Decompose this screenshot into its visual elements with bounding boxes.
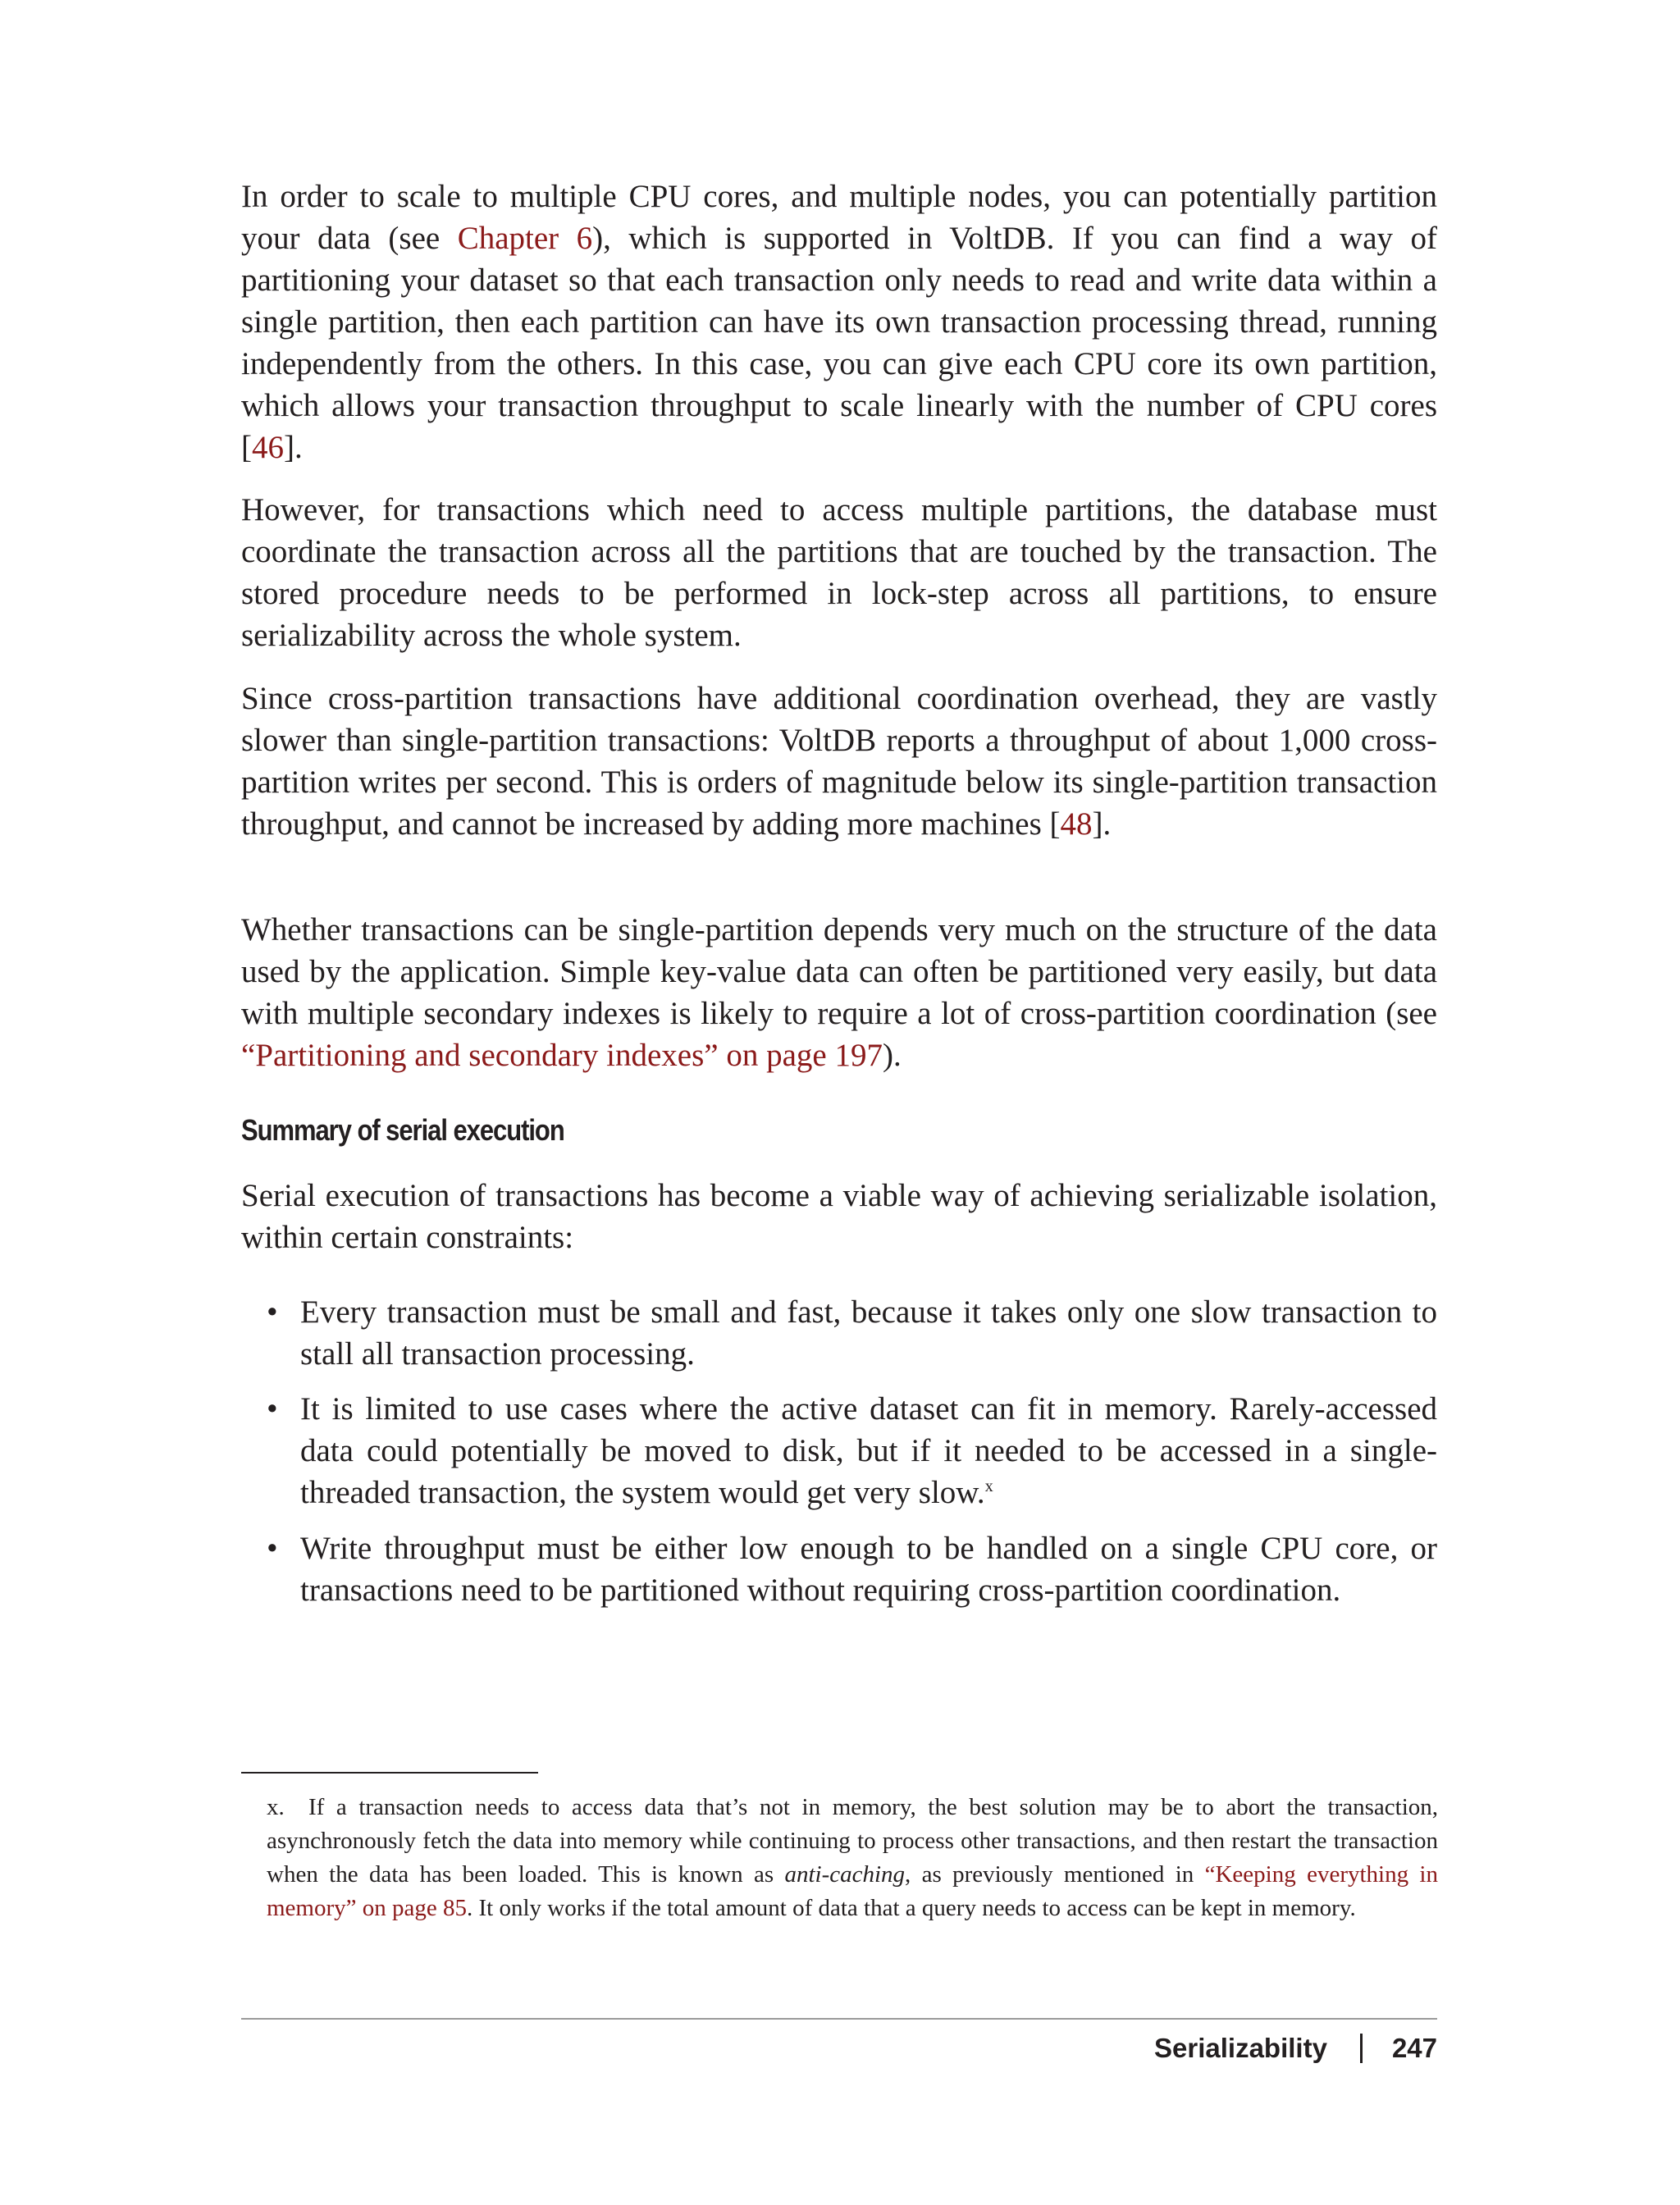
list-item-text: Every transaction must be small and fast, because it takes only one slow transaction to stall all transaction processing. bbox=[300, 1294, 1437, 1372]
bullet-icon: • bbox=[267, 1294, 278, 1330]
footnote-label: x. bbox=[267, 1794, 285, 1820]
partitioning-section-link[interactable]: “Partitioning and secondary indexes” on page 197 bbox=[241, 1038, 883, 1073]
list-item-segment: It is limited to use cases where the active dataset can fit in memory. Rarely-accessed data could potentially be moved to disk, but if it needed to be accessed in a single-threaded transaction, the system would get very slow. bbox=[300, 1391, 1437, 1510]
paragraph-segment: In order to scale to multiple CPU cores, and multiple nodes, you can potentially partition your data (see bbox=[241, 179, 1437, 256]
footnote-term: anti-caching bbox=[784, 1861, 906, 1888]
footnote-segment: If a transaction needs to access data that’s not in memory, the best solution may be to abort the transaction, asynchronously fetch the data into memory while continuing to process other transactions, and then restart the transaction when the data has been loaded. This is known as bbox=[267, 1794, 1439, 1888]
paragraph-text bbox=[241, 678, 1437, 845]
section-intro bbox=[241, 1175, 1437, 1258]
paragraph-segment: ]. bbox=[1092, 806, 1112, 842]
section-heading: Summary of serial execution bbox=[241, 1113, 564, 1147]
list-item-text bbox=[300, 1388, 1437, 1513]
page-footer bbox=[1154, 2028, 1437, 2069]
footnote-marker[interactable]: x bbox=[984, 1477, 993, 1495]
paragraph-segment: ). bbox=[882, 1038, 902, 1073]
paragraph-multi-partition bbox=[241, 489, 1437, 656]
footnote bbox=[267, 1791, 1438, 1925]
paragraph-segment: Since cross-partition transactions have additional coordination overhead, they are vastly slower than single-partition transactions: VoltDB reports a throughput of about 1,000 cross-partition writes per second. This is orders of magnitude below its single-partition transaction throughput, and cannot be increased by adding more machines [ bbox=[241, 681, 1437, 842]
paragraph-text bbox=[241, 176, 1437, 468]
reference-46-link[interactable]: 46 bbox=[252, 430, 284, 465]
bullet-icon: • bbox=[267, 1391, 278, 1427]
footer-divider bbox=[241, 2018, 1437, 2020]
page-number: 247 bbox=[1391, 2033, 1437, 2063]
footer-separator bbox=[1360, 2034, 1363, 2063]
paragraph-segment: ), which is supported in VoltDB. If you can find a way of partitioning your dataset so that each transaction only needs to read and write data within a single partition, then each partition can have its own transaction processing thread, running independently from the others. In this case, you can give each CPU core its own partition, which allows your transaction throughput to scale linearly with the number of CPU cores [ bbox=[241, 221, 1437, 465]
paragraph-single-partition bbox=[241, 909, 1437, 1076]
reference-48-link[interactable]: 48 bbox=[1060, 806, 1093, 842]
paragraph-cross-partition bbox=[241, 678, 1437, 845]
paragraph-segment: ]. bbox=[284, 430, 303, 465]
list-item-text: Write throughput must be either low enough to be handled on a single CPU core, or transactions need to be partitioned without requiring cross-partition coordination. bbox=[300, 1531, 1437, 1608]
chapter-6-link[interactable]: Chapter 6 bbox=[457, 221, 593, 256]
paragraph-text bbox=[241, 909, 1437, 1076]
paragraph-segment: Whether transactions can be single-partition depends very much on the structure of the data used by the application. Simple key-value data can often be partitioned very easily, but data with multiple secondary indexes is likely to require a lot of cross-partition coordination (see bbox=[241, 912, 1437, 1031]
paragraph-text: However, for transactions which need to access multiple partitions, the database must coordinate the transaction across all the partitions that are touched by the transaction. The stored procedure needs to be performed in lock-step across all partitions, to ensure serializability across the whole system. bbox=[241, 492, 1437, 653]
footnote-divider bbox=[241, 1772, 538, 1774]
paragraph-text: Serial execution of transactions has become a viable way of achieving serializable isolation, within certain constraints: bbox=[241, 1178, 1437, 1255]
paragraph-partitioning bbox=[241, 176, 1437, 468]
keeping-in-memory-link[interactable]: “Keeping everything in memory” on page 85 bbox=[267, 1861, 1438, 1921]
running-section-title: Serializability bbox=[1154, 2033, 1327, 2063]
footnote-segment: , as previously mentioned in bbox=[905, 1861, 1205, 1888]
footnote-segment: . It only works if the total amount of data that a query needs to access can be kept in memory. bbox=[467, 1895, 1356, 1921]
bullet-icon: • bbox=[267, 1531, 278, 1566]
